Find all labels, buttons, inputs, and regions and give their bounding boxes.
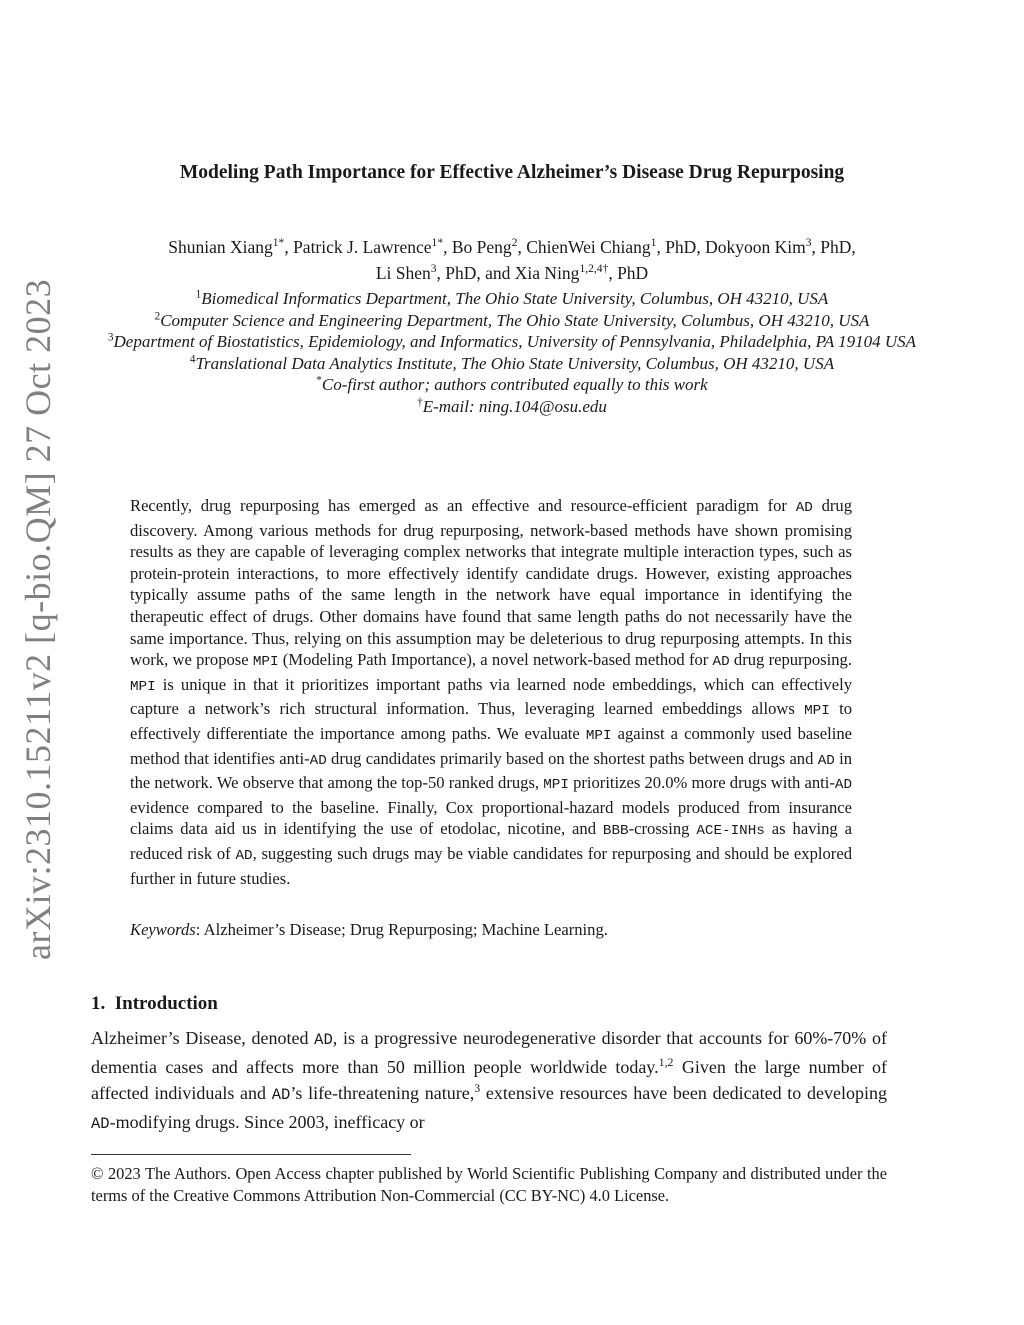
author-superscript: 1 xyxy=(650,237,657,250)
affiliation-list xyxy=(80,288,944,418)
acronym-mpi: MPI xyxy=(130,678,156,695)
affiliation-text: E-mail: ning.104@osu.edu xyxy=(422,396,607,416)
author-name: Shunian Xiang xyxy=(168,237,273,257)
acronym-ad: AD xyxy=(309,752,327,769)
affiliation-marker: 2 xyxy=(154,309,161,322)
abstract-text: against a commonly used baseline method that identifies anti- xyxy=(130,723,852,768)
affiliation-text: Computer Science and Engineering Department, The Ohio State University, Columbus, OH 43210, USA xyxy=(160,310,870,330)
arxiv-side-stamp: arXiv:2310.15211v2 [q-bio.QM] 27 Oct 2023 xyxy=(18,278,58,960)
acronym-mpi: MPI xyxy=(585,727,612,744)
abstract-text: (Modeling Path Importance), a novel network-based method for xyxy=(278,650,713,670)
abstract-text: Recently, drug repurposing has emerged as an effective and resource-efficient paradigm for xyxy=(130,496,796,515)
affiliation-line xyxy=(80,310,944,332)
keywords-text: : Alzheimer’s Disease; Drug Repurposing; Machine Learning. xyxy=(195,920,608,939)
abstract xyxy=(130,495,852,889)
abstract-text: drug repurposing. xyxy=(729,650,852,670)
acronym-mpi: MPI xyxy=(252,654,279,671)
intro-text: , is a progressive neurodegenerative disorder that accounts for 60%-70% of dementia cases and affects more than 50 million people worldwide today. xyxy=(91,1028,887,1077)
affiliation-line xyxy=(80,288,944,310)
author-superscript: 2 xyxy=(511,237,518,250)
intro-text: Given the large number of affected individuals and xyxy=(91,1056,887,1103)
affiliation-line xyxy=(80,374,944,396)
author-superscript: 3 xyxy=(805,237,812,250)
author-superscript: 1* xyxy=(272,237,285,250)
affiliation-line xyxy=(80,353,944,375)
author-superscript: 1* xyxy=(431,237,444,250)
abstract-text: as having a reduced risk of xyxy=(130,819,852,863)
acronym-bbb: BBB xyxy=(602,823,629,840)
acronym-ad: AD xyxy=(834,777,853,794)
affiliation-text: Department of Biostatistics, Epidemiology, and Informatics, University of Pennsylvania, Philadelphia, PA 19104 USA xyxy=(113,332,917,352)
footnote-divider xyxy=(91,1154,411,1155)
abstract-text: -crossing xyxy=(628,819,697,839)
citation-superscript: 3 xyxy=(474,1081,481,1095)
affiliation-marker: 4 xyxy=(189,353,196,366)
affiliation-line xyxy=(80,396,944,418)
acronym-ad: AD xyxy=(712,654,730,671)
abstract-text: drug discovery. Among various methods for drug repurposing, network-based methods have shown promising results as they are capable of leveraging complex networks that integrate multiple interaction types, such as protein-protein interactions, to more effectively identify candidate drugs. However, existing approaches typically assume paths of the same length in the network have equal importance in identifying the therapeutic effect of drugs. Other domains have found that same length paths do not necessarily have the same importance. Thus, relying on this assumption may be deleterious to drug repurposing attempts. In this work, we propose xyxy=(130,496,852,670)
abstract-text: prioritizes 20.0% more drugs with anti- xyxy=(568,773,835,793)
acronym-ace-inhs: ACE-INHs xyxy=(696,823,765,840)
intro-text: ’s life-threatening nature, xyxy=(290,1083,475,1103)
section-title: Introduction xyxy=(114,993,218,1014)
abstract-text: to effectively differentiate the importance among paths. We evaluate xyxy=(130,699,853,743)
author-name: , PhD, and Xia Ning xyxy=(436,263,580,283)
copyright-footnote: © 2023 The Authors. Open Access chapter published by World Scientific Publishing Company and distributed under the terms of the Creative Commons Attribution Non-Commercial (CC BY-NC) 4.0 License. xyxy=(91,1164,887,1205)
affiliation-marker: * xyxy=(316,374,322,387)
author-list xyxy=(80,234,944,286)
abstract-text: drug candidates primarily based on the shortest paths between drugs and xyxy=(326,748,818,768)
author-name: , PhD, Dokyoon Kim xyxy=(656,237,806,257)
affiliation-line xyxy=(80,331,944,353)
keywords xyxy=(130,920,852,940)
affiliation-marker: 1 xyxy=(195,288,202,301)
acronym-ad: AD xyxy=(91,1114,110,1133)
author-name: , ChienWei Chiang xyxy=(517,237,651,257)
intro-text: extensive resources have been dedicated to developing xyxy=(480,1083,887,1103)
acronym-ad: AD xyxy=(795,500,813,516)
abstract-text: evidence compared to the baseline. Finally, Cox proportional-hazard models produced from insurance claims data aid us in identifying the use of etodolac, nicotine, and xyxy=(130,797,852,839)
intro-text: -modifying drugs. Since 2003, inefficacy or xyxy=(109,1111,425,1132)
citation-superscript: 1,2 xyxy=(658,1054,674,1069)
affiliation-text: Co-first author; authors contributed equally to this work xyxy=(321,375,708,395)
affiliation-marker: † xyxy=(417,396,423,409)
author-superscript: 3 xyxy=(430,263,437,276)
author-name: , PhD, xyxy=(811,237,856,257)
introduction-paragraph xyxy=(91,1025,887,1137)
acronym-ad: AD xyxy=(314,1031,333,1049)
section-number: 1. xyxy=(91,993,106,1014)
paper-title: Modeling Path Importance for Effective Alzheimer’s Disease Drug Repurposing xyxy=(179,162,845,183)
intro-text: Alzheimer’s Disease, denoted xyxy=(91,1028,315,1048)
acronym-mpi: MPI xyxy=(804,703,830,720)
section-heading-introduction xyxy=(91,993,218,1015)
acronym-ad: AD xyxy=(271,1086,291,1104)
keywords-label: Keywords xyxy=(130,920,196,939)
author-superscript: 1,2,4† xyxy=(579,263,609,276)
acronym-ad: AD xyxy=(235,847,253,864)
affiliation-marker: 3 xyxy=(107,331,114,344)
author-name: , PhD xyxy=(608,263,649,283)
author-name: , Patrick J. Lawrence xyxy=(284,237,432,257)
author-name: Li Shen xyxy=(375,263,431,283)
abstract-text: in the network. We observe that among the top-50 ranked drugs, xyxy=(130,748,852,793)
abstract-text: , suggesting such drugs may be viable candidates for repurposing and should be explored further in future studies. xyxy=(130,843,852,888)
affiliation-text: Biomedical Informatics Department, The Ohio State University, Columbus, OH 43210, USA xyxy=(201,289,829,308)
acronym-ad: AD xyxy=(817,752,835,769)
acronym-mpi: MPI xyxy=(543,777,569,794)
affiliation-text: Translational Data Analytics Institute, The Ohio State University, Columbus, OH 43210, USA xyxy=(195,353,835,373)
author-name: , Bo Peng xyxy=(443,237,512,257)
abstract-text: is unique in that it prioritizes important paths via learned node embeddings, which can effectively capture a network’s rich structural information. Thus, leveraging learned embeddings allows xyxy=(130,674,852,719)
